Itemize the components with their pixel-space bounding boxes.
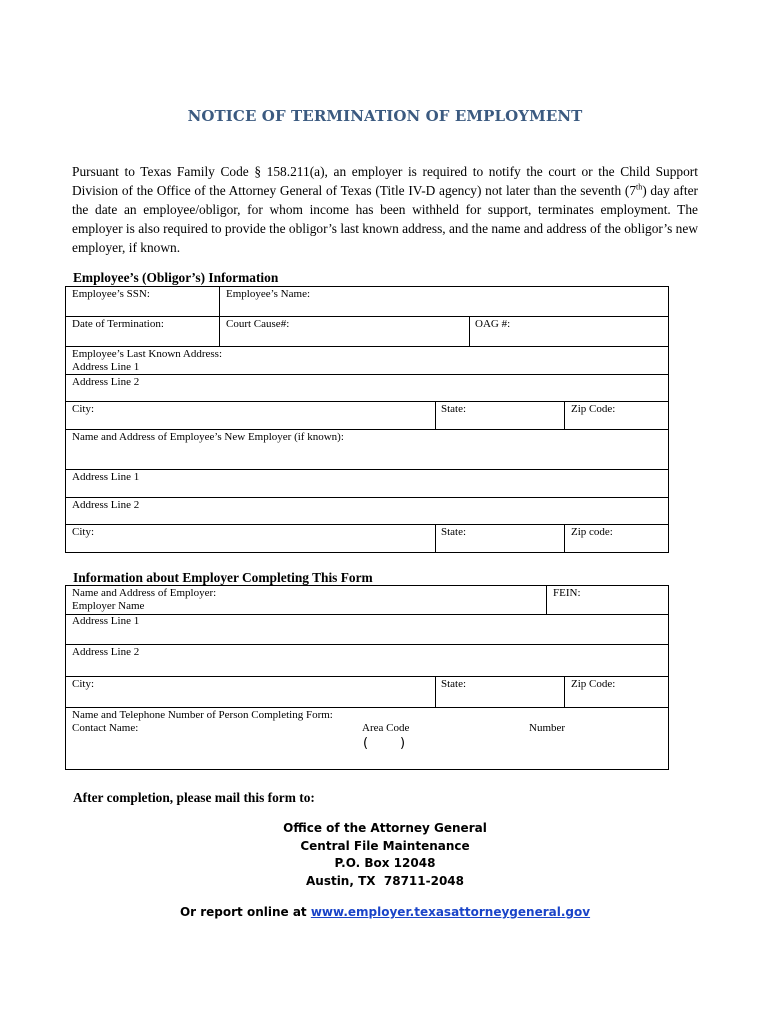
online-prefix: Or report online at [179,905,311,919]
employer-zip-field[interactable]: Zip Code: [571,678,616,690]
employer-address-line2-field[interactable]: Address Line 2 [72,646,140,658]
page-title: NOTICE OF TERMINATION OF EMPLOYMENT [187,107,583,125]
table-divider [435,401,436,429]
table-divider [219,286,220,346]
new-employer-state-field[interactable]: State: [441,526,467,538]
fein-field[interactable]: FEIN: [553,587,581,599]
table-rule [65,429,669,430]
intro-paragraph [72,162,698,257]
table-rule [65,676,669,677]
phone-number-label: Number [529,722,566,734]
table-rule [65,707,669,708]
new-employer-zip-field[interactable]: Zip code: [571,526,613,538]
table-rule [65,524,669,525]
employee-address-line2-field[interactable]: Address Line 2 [72,376,140,388]
table-rule [65,401,669,402]
mailing-address-line4: Austin, TX 78711-2048 [305,873,465,888]
mailing-address-line3: P.O. Box 12048 [334,856,436,870]
employer-name-field[interactable]: Employer Name [72,600,145,612]
table-rule [65,614,669,615]
intro-superscript: th [636,182,643,192]
oag-number-field[interactable]: OAG #: [475,318,511,330]
last-known-address-label: Employee’s Last Known Address: [72,348,223,360]
employee-ssn-field[interactable]: Employee’s SSN: [72,288,150,300]
employee-city-field[interactable]: City: [72,403,95,415]
employer-state-field[interactable]: State: [441,678,467,690]
mailing-address [0,820,770,890]
table-divider [546,585,547,614]
mailing-address-line2: Central File Maintenance [300,838,470,853]
online-report [0,905,770,919]
new-employer-city-field[interactable]: City: [72,526,95,538]
employer-address-line1-field[interactable]: Address Line 1 [72,615,140,627]
table-rule [65,644,669,645]
table-divider [564,676,565,707]
mail-instruction: After completion, please mail this form to: [73,790,315,805]
table-rule [65,346,669,347]
online-report-link[interactable]: www.employer.texasattorneygeneral.gov [310,905,591,919]
new-employer-address-line2-field[interactable]: Address Line 2 [72,499,140,511]
termination-date-field[interactable]: Date of Termination: [72,318,164,330]
employee-section-heading: Employee’s (Obligor’s) Information [73,270,279,285]
intro-text-start: Pursuant to Texas Family Code § 158.211(a), an employer is required to notify the court or the Child Support Division of the Office of the Attorney General of Texas (Title IV-D agency) not later than the seventh (7 [72,164,698,199]
table-divider [564,401,565,429]
area-code-label: Area Code [362,722,410,734]
court-cause-field[interactable]: Court Cause#: [226,318,290,330]
table-rule [65,374,669,375]
employee-address-line1-field[interactable]: Address Line 1 [72,361,140,373]
employee-state-field[interactable]: State: [441,403,467,415]
employer-section-heading: Information about Employer Completing This Form [73,570,373,585]
table-rule [65,316,669,317]
table-divider [469,316,470,346]
employer-city-field[interactable]: City: [72,678,95,690]
employee-zip-field[interactable]: Zip Code: [571,403,616,415]
area-code-open-paren: ( [363,736,369,751]
table-rule [65,497,669,498]
table-divider [435,676,436,707]
area-code-close-paren: ) [400,736,406,751]
new-employer-address-line1-field[interactable]: Address Line 1 [72,471,140,483]
table-divider [564,524,565,553]
contact-heading: Name and Telephone Number of Person Completing Form: [72,709,333,721]
mailing-address-line1: Office of the Attorney General [283,821,487,835]
intro-text-end: ) day after the date an employee/obligor, for whom income has been withheld for support, terminates employment. The employer is also required to provide the obligor’s last known address, and the name and address of the obligor’s new employer, if known. [72,183,698,256]
table-rule [65,469,669,470]
new-employer-field[interactable]: Name and Address of Employee’s New Employer (if known): [72,431,344,443]
employee-name-field[interactable]: Employee’s Name: [226,288,311,300]
table-divider [435,524,436,553]
contact-name-field[interactable]: Contact Name: [72,722,139,734]
employer-name-address-label: Name and Address of Employer: [72,587,217,599]
